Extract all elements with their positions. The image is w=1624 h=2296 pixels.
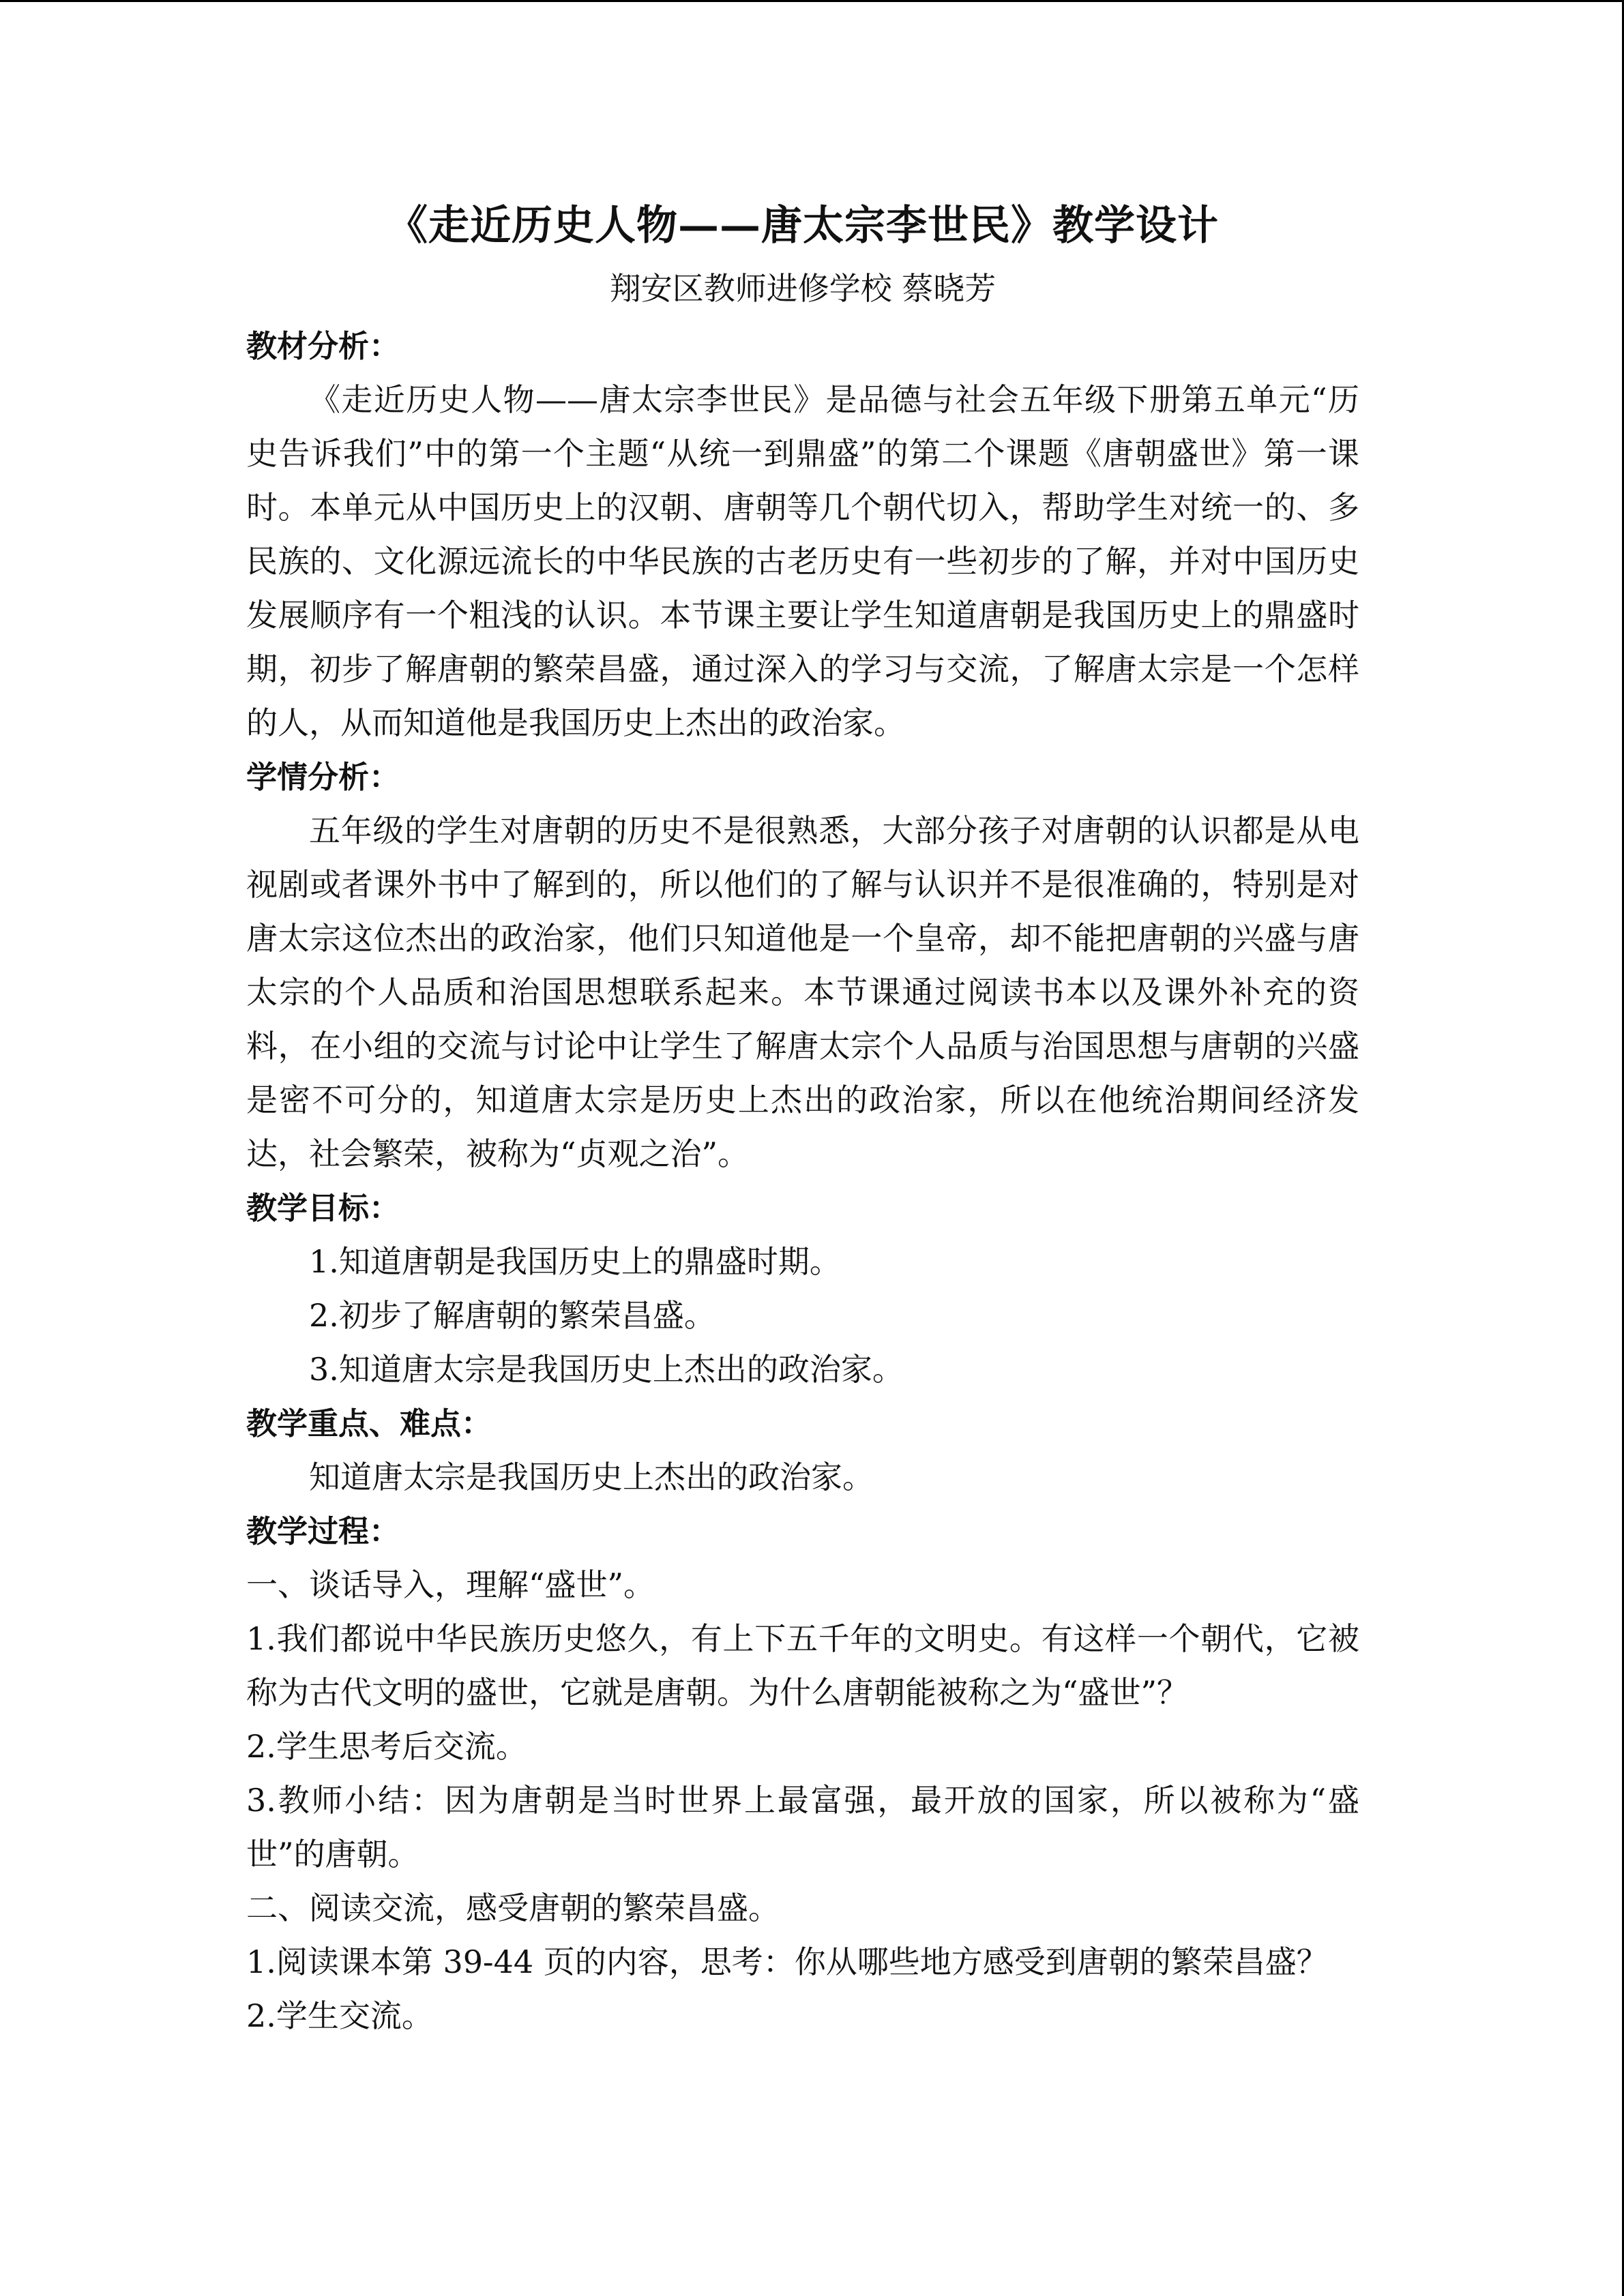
heading-teaching-goals: 教学目标： <box>246 1190 400 1226</box>
goal-item: 1.知道唐朝是我国历史上的鼎盛时期。 <box>309 1243 841 1280</box>
goal-item: 2.初步了解唐朝的繁荣昌盛。 <box>309 1297 715 1334</box>
page-top-border <box>0 0 1624 2</box>
document-page <box>246 188 1359 2043</box>
process-step: 2.学生交流。 <box>246 1997 433 2034</box>
author-line: 翔安区教师进修学校 蔡晓芳 <box>609 270 996 307</box>
heading-key-points: 教学重点、难点： <box>246 1405 492 1442</box>
process-step: 2.学生思考后交流。 <box>246 1728 527 1765</box>
process-part2-title: 二、阅读交流，感受唐朝的繁荣昌盛。 <box>246 1890 780 1926</box>
process-part1-title: 一、谈话导入，理解“盛世”。 <box>246 1566 655 1603</box>
paragraph-material-analysis: 《走近历史人物——唐太宗李世民》是品德与社会五年级下册第五单元“历史告诉我们”中的第一个主题“从统一到鼎盛”的第二个课题《唐朝盛世》第一课时。本单元从中国历史上的汉朝、唐朝等几个朝代切入，帮助学生对统一的、多民族的、文化源远流长的中华民族的古老历史有一些初步的了解，并对中国历史发展顺序有一个粗浅的认识。本节课主要让学生知道唐朝是我国历史上的鼎盛时期，初步了解唐朝的繁荣昌盛，通过深入的学习与交流，了解唐太宗是一个怎样的人，从而知道他是我国历史上杰出的政治家。 <box>246 381 1359 741</box>
document-title: 《走近历史人物——唐太宗李世民》教学设计 <box>387 202 1219 250</box>
paragraph-key-points: 知道唐太宗是我国历史上杰出的政治家。 <box>309 1459 874 1495</box>
process-step: 1.我们都说中华民族历史悠久，有上下五千年的文明史。有这样一个朝代，它被称为古代文明的盛世，它就是唐朝。为什么唐朝能被称之为“盛世”？ <box>246 1620 1359 1711</box>
paragraph-student-analysis: 五年级的学生对唐朝的历史不是很熟悉，大部分孩子对唐朝的认识都是从电视剧或者课外书中了解到的，所以他们的了解与认识并不是很准确的，特别是对唐太宗这位杰出的政治家，他们只知道他是一个皇帝，却不能把唐朝的兴盛与唐太宗的个人品质和治国思想联系起来。本节课通过阅读书本以及课外补充的资料，在小组的交流与讨论中让学生了解唐太宗个人品质与治国思想与唐朝的兴盛是密不可分的，知道唐太宗是历史上杰出的政治家，所以在他统治期间经济发达，社会繁荣，被称为“贞观之治”。 <box>246 812 1359 1172</box>
process-step: 1.阅读课本第 39-44 页的内容，思考：你从哪些地方感受到唐朝的繁荣昌盛？ <box>246 1943 1328 1980</box>
heading-teaching-process: 教学过程： <box>246 1513 400 1549</box>
goal-item: 3.知道唐太宗是我国历史上杰出的政治家。 <box>309 1351 904 1388</box>
heading-material-analysis: 教材分析： <box>246 328 400 364</box>
process-step: 3.教师小结：因为唐朝是当时世界上最富强，最开放的国家，所以被称为“盛世”的唐朝。 <box>246 1782 1359 1873</box>
heading-student-analysis: 学情分析： <box>246 759 400 795</box>
